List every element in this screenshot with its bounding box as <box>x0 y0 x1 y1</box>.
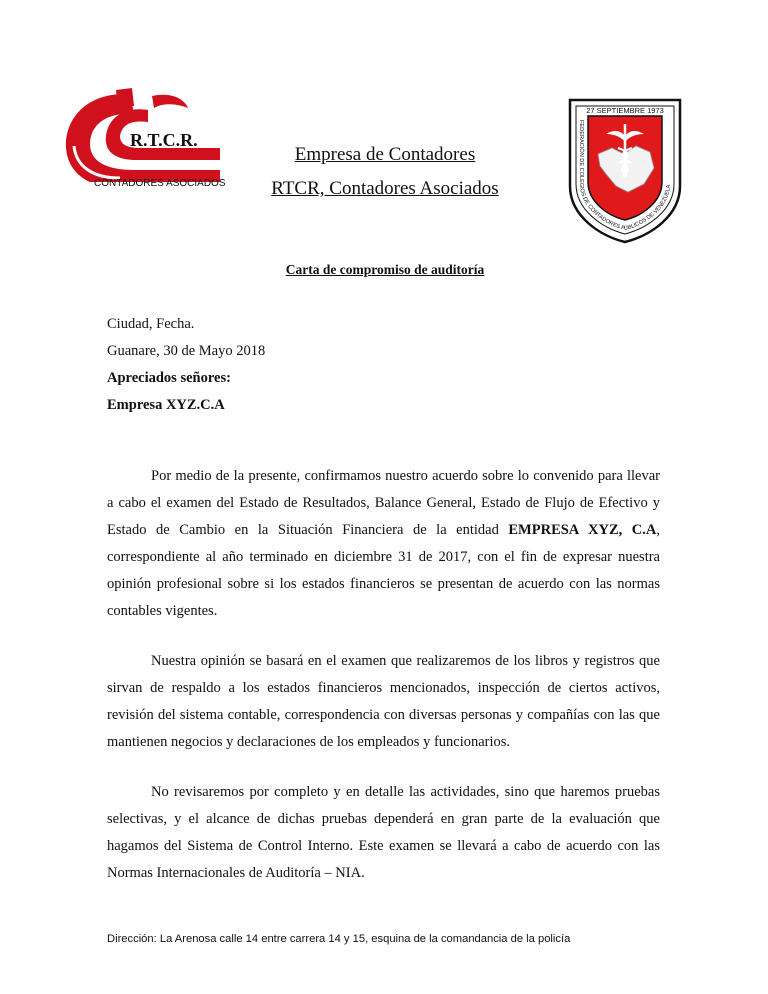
logo-brand-text: R.T.C.R. <box>130 130 198 150</box>
paragraph-3: No revisaremos por completo y en detalle las actividades, sino que haremos pruebas selectivas, y el alcance de dichas pruebas dependerá en gran parte de la evaluación que hagamos del Sistema de Control Interno. Este examen se llevará a cabo de acuerdo con las Normas Internacionales de Auditoría – NIA. <box>107 784 660 881</box>
federation-seal <box>566 98 684 244</box>
paragraph-1-entity: EMPRESA XYZ, C.A <box>508 522 657 538</box>
seal-graphic <box>566 98 684 244</box>
logo-tagline-text: CONTADORES ASOCIADOS <box>94 178 226 189</box>
recipient-company: Empresa XYZ.C.A <box>107 397 225 413</box>
company-title: Empresa de Contadores <box>294 144 476 165</box>
paragraph-2: Nuestra opinión se basará en el examen que realizaremos de los libros y registros que sirvan de respaldo a los estados financieros mencionados, inspección de ciertos activos, revisión del sistema contable, correspondencia con diversas personas y compañías con las que mantienen negocios y declaraciones de los empleados y funcionarios. <box>107 653 660 750</box>
paragraph-1-text-b: , correspondiente al año terminado en diciembre 31 de 2017, con el fin de expresar nuestra opinión profesional sobre si los estados financieros se presentan de acuerdo con las normas contables vigentes. <box>107 522 660 619</box>
seal-date-text: 27 SEPTIEMBRE 1973 <box>586 106 664 115</box>
footer-address: Dirección: La Arenosa calle 14 entre carrera 14 y 15, esquina de la comandancia de la policía <box>107 933 571 945</box>
letter-subject: Carta de compromiso de auditoría <box>285 262 485 277</box>
company-name: RTCR, Contadores Asociados <box>271 178 499 199</box>
paragraph-1 <box>107 463 660 625</box>
city-date-label: Ciudad, Fecha. <box>107 316 195 332</box>
greeting: Apreciados señores: <box>107 370 231 386</box>
letter-date: Guanare, 30 de Mayo 2018 <box>107 343 266 359</box>
seal-ring-text: FEDERACIÓN DE COLEGIOS DE CONTADORES PÚBLICOS DE VENEZUELA <box>577 120 673 233</box>
paragraph-1-text-a: Por medio de la presente, confirmamos nuestro acuerdo sobre lo convenido para llevar a cabo el examen del Estado de Resultados, Balance General, Estado de Flujo de Efectivo y Estado de Cambio en la Situación Financiera de la entidad <box>107 468 660 538</box>
